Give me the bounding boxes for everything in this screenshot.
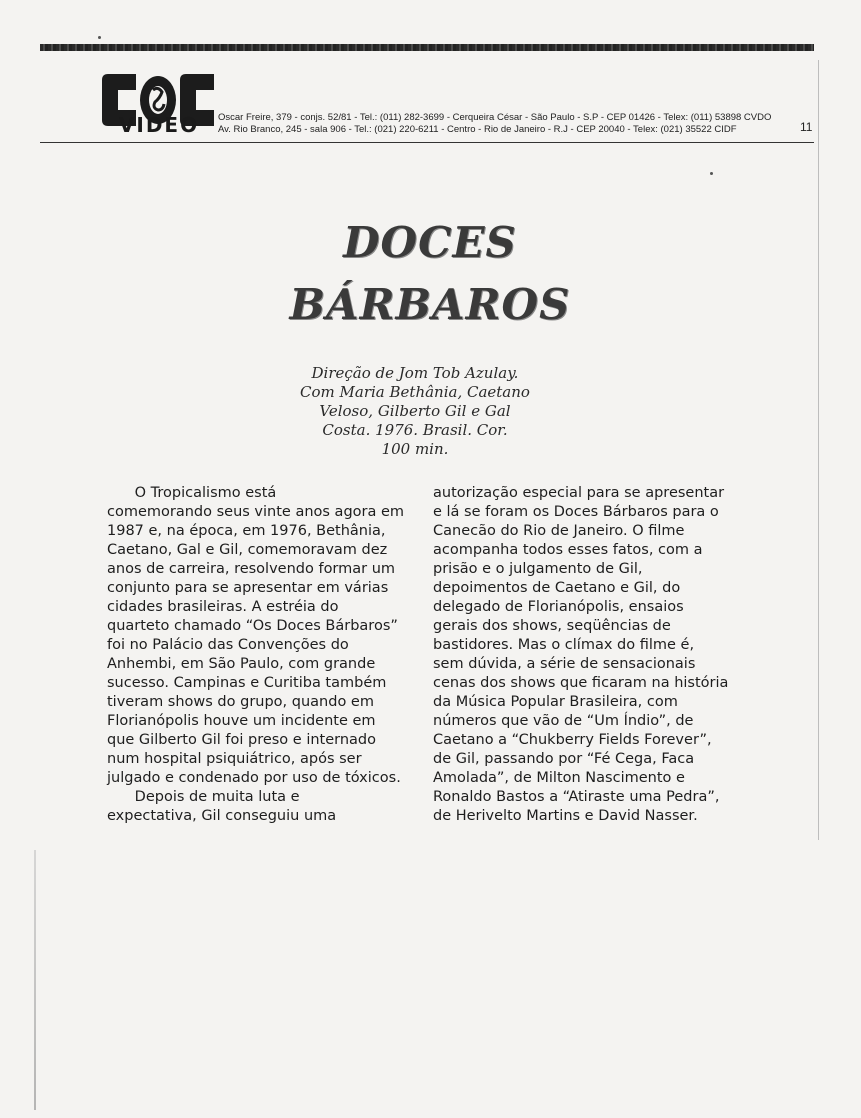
text-line: depoimentos de Caetano e Gil, do bbox=[433, 580, 681, 596]
text-line: bastidores. Mas o clímax do filme é, bbox=[433, 637, 695, 653]
film-credits bbox=[290, 364, 540, 459]
header-bottom-rule bbox=[40, 142, 814, 143]
text-line: sem dúvida, a série de sensacionais bbox=[433, 656, 696, 672]
text-line: O Tropicalismo está bbox=[107, 485, 277, 501]
article-left-column bbox=[107, 484, 417, 826]
text-line: de Herivelto Martins e David Nasser. bbox=[433, 808, 698, 824]
film-title-line-2: BÁRBAROS bbox=[289, 280, 571, 329]
credits-line: 100 min. bbox=[381, 440, 449, 458]
text-line: Depois de muita luta e bbox=[107, 789, 300, 805]
page-number: 11 bbox=[800, 120, 813, 134]
credits-line: Veloso, Gilberto Gil e Gal bbox=[319, 402, 511, 420]
text-line: foi no Palácio das Convenções do bbox=[107, 637, 349, 653]
text-line: delegado de Florianópolis, ensaios bbox=[433, 599, 684, 615]
text-line: Anhembi, em São Paulo, com grande bbox=[107, 656, 376, 672]
scan-speck bbox=[98, 36, 101, 39]
scan-speck bbox=[710, 172, 713, 175]
text-line: e lá se foram os Doces Bárbaros para o bbox=[433, 504, 719, 520]
header-top-rule bbox=[40, 44, 814, 51]
text-line: Caetano a “Chukberry Fields Forever”, bbox=[433, 732, 712, 748]
article-right-column bbox=[433, 484, 753, 826]
text-line: autorização especial para se apresentar bbox=[433, 485, 725, 501]
text-line: prisão e o julgamento de Gil, bbox=[433, 561, 643, 577]
text-line: anos de carreira, resolvendo formar um bbox=[107, 561, 396, 577]
text-line: cidades brasileiras. A estréia do bbox=[107, 599, 339, 615]
address-rio-de-janeiro: Av. Rio Branco, 245 - sala 906 - Tel.: (021) 220-6211 - Centro - Rio de Janeiro - R.J - CEP 20040 - Telex: (021) 35522 CIDF bbox=[218, 124, 737, 135]
text-line: da Música Popular Brasileira, com bbox=[433, 694, 678, 710]
text-line: Ronaldo Bastos a “Atiraste uma Pedra”, bbox=[433, 789, 720, 805]
text-line: conjunto para se apresentar em várias bbox=[107, 580, 389, 596]
text-line: Florianópolis houve um incidente em bbox=[107, 713, 376, 729]
text-line: Canecão do Rio de Janeiro. O filme bbox=[433, 523, 685, 539]
text-line: cenas dos shows que ficaram na história bbox=[433, 675, 729, 691]
film-title-line-1: DOCES bbox=[343, 218, 517, 267]
text-line: quarteto chamado “Os Doces Bárbaros” bbox=[107, 618, 398, 634]
text-line: expectativa, Gil conseguiu uma bbox=[107, 808, 337, 824]
text-line: de Gil, passando por “Fé Cega, Faca bbox=[433, 751, 695, 767]
address-sao-paulo: Oscar Freire, 379 - conjs. 52/81 - Tel.: (011) 282-3699 - Cerqueira César - São Paulo - S.P - CEP 01426 - Telex: (011) 53898 CVDO bbox=[218, 112, 772, 123]
text-line: tiveram shows do grupo, quando em bbox=[107, 694, 374, 710]
text-line: sucesso. Campinas e Curitiba também bbox=[107, 675, 387, 691]
credits-line: Direção de Jom Tob Azulay. bbox=[311, 364, 519, 382]
text-line: números que vão de “Um Índio”, de bbox=[433, 713, 694, 729]
text-line: Caetano, Gal e Gil, comemoravam dez bbox=[107, 542, 388, 558]
logo-video-text: VIDEO bbox=[118, 113, 200, 137]
text-line: 1987 e, na época, em 1976, Bethânia, bbox=[107, 523, 386, 539]
text-line: gerais dos shows, seqüências de bbox=[433, 618, 671, 634]
credits-line: Com Maria Bethânia, Caetano bbox=[300, 383, 530, 401]
text-line: Amolada”, de Milton Nascimento e bbox=[433, 770, 685, 786]
text-line: comemorando seus vinte anos agora em bbox=[107, 504, 405, 520]
page-edge-right bbox=[818, 60, 819, 840]
page-edge-left bbox=[34, 850, 36, 1110]
text-line: num hospital psiquiátrico, após ser bbox=[107, 751, 362, 767]
text-line: acompanha todos esses fatos, com a bbox=[433, 542, 703, 558]
credits-line: Costa. 1976. Brasil. Cor. bbox=[322, 421, 508, 439]
text-line: que Gilberto Gil foi preso e internado bbox=[107, 732, 377, 748]
text-line: julgado e condenado por uso de tóxicos. bbox=[107, 770, 401, 786]
